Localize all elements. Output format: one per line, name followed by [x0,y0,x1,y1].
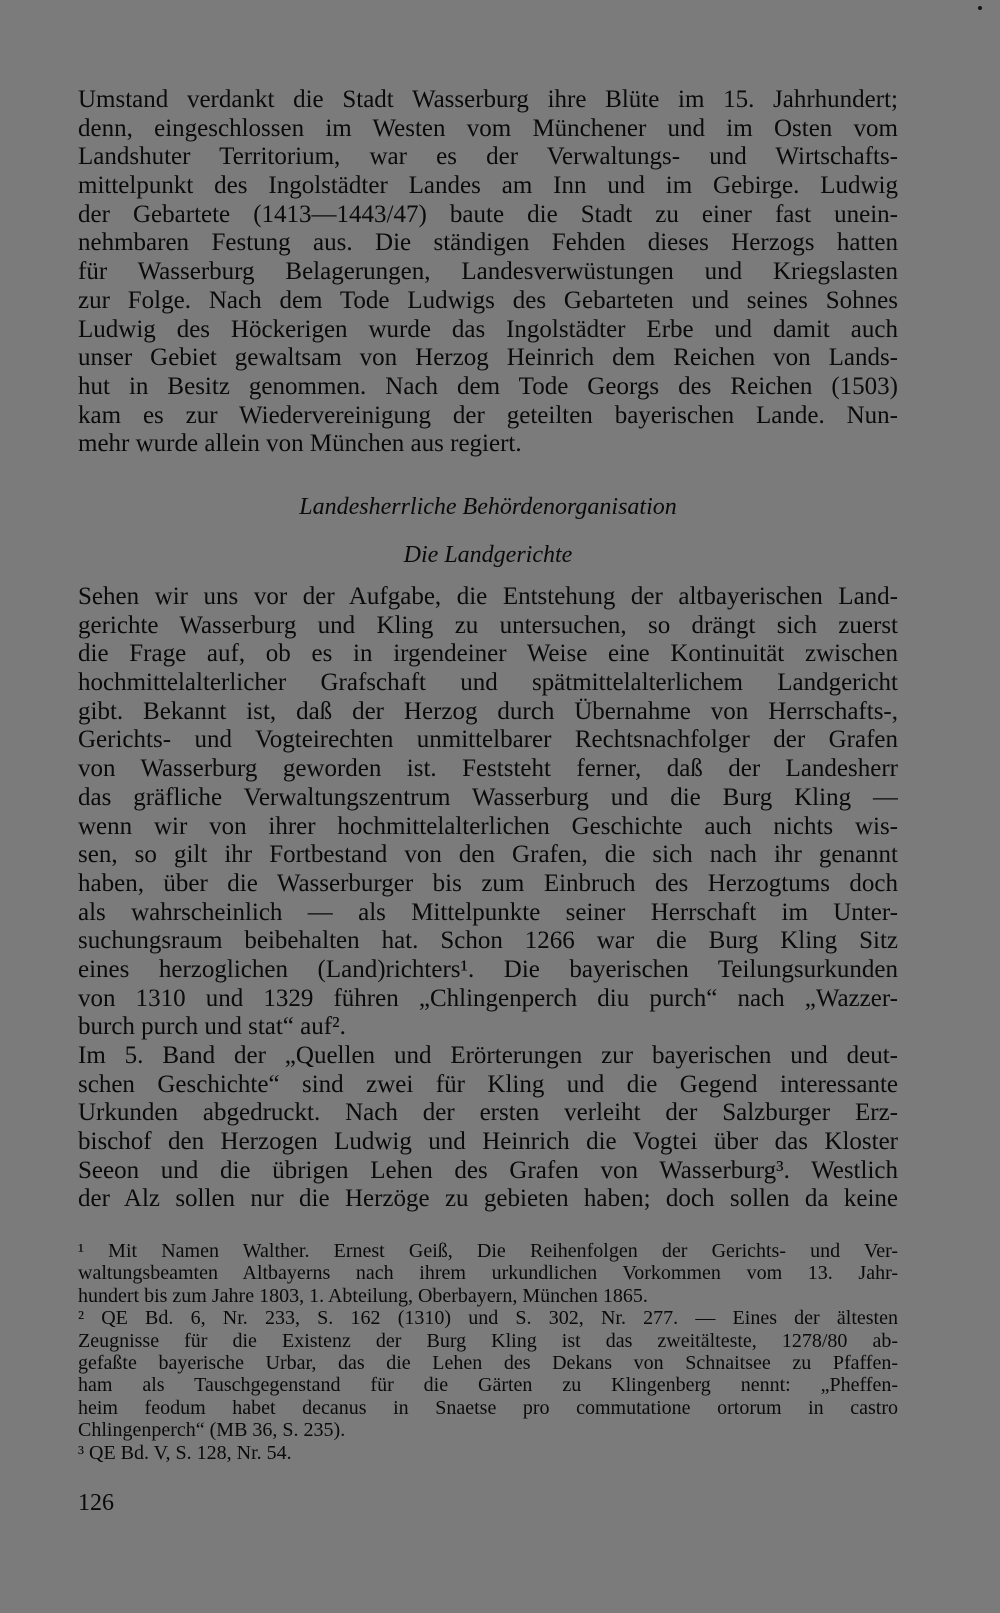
page-number: 126 [78,1490,114,1516]
footnote-line: hundert bis zum Jahre 1803, 1. Abteilung, Oberbayern, München 1865. [78,1284,648,1307]
footnote-line: ³ QE Bd. V, S. 128, Nr. 54. [78,1441,292,1464]
text-line: Landshuter Territorium, war es der Verwaltungs- und Wirtschafts- [78,143,898,171]
main-paragraph [78,583,898,1214]
text-line: die Frage auf, ob es in irgendeiner Weise eine Kontinuität zwischen [78,640,898,668]
footnote-line: heim feodum habet decanus in Snaetse pro commutatione ortorum in castro [78,1396,898,1419]
text-line: wenn wir von ihrer hochmittelalterlichen Geschichte auch nichts wis- [78,812,898,840]
text-line: zur Folge. Nach dem Tode Ludwigs des Gebarteten und seines Sohnes [78,286,898,314]
intro-paragraph [78,86,898,459]
subsection-heading: Die Landgerichte [403,542,573,568]
text-line: burch purch und stat“ auf². [78,1013,346,1041]
text-line: bischof den Herzogen Ludwig und Heinrich die Vogtei über das Kloster [78,1128,898,1156]
text-line: denn, eingeschlossen im Westen vom Münchener und im Osten vom [78,114,898,142]
text-line: mittelpunkt des Ingolstädter Landes am Inn und im Gebirge. Ludwig [78,172,898,200]
section-heading: Landesherrliche Behördenorganisation [299,494,677,520]
text-line: nehmbaren Festung aus. Die ständigen Fehden dieses Herzogs hatten [78,229,898,257]
text-line: suchungsraum beibehalten hat. Schon 1266 war die Burg Kling Sitz [78,927,898,955]
text-line: Urkunden abgedruckt. Nach der ersten verleiht der Salzburger Erz- [78,1099,898,1127]
scan-speck [978,6,982,10]
text-line: von 1310 und 1329 führen „Chlingenperch diu purch“ nach „Wazzer- [78,984,898,1012]
text-line: sen, so gilt ihr Fortbestand von den Grafen, die sich nach ihr genannt [78,841,898,869]
footnote-line: Chlingenperch“ (MB 36, S. 235). [78,1419,346,1442]
text-line: mehr wurde allein von München aus regiert. [78,430,522,458]
text-line: kam es zur Wiedervereinigung der geteilten bayerischen Lande. Nun- [78,401,898,429]
text-line: schen Geschichte“ sind zwei für Kling und die Gegend interessante [78,1070,898,1098]
text-line: unser Gebiet gewaltsam von Herzog Heinrich dem Reichen von Lands- [78,344,898,372]
footnote-line: ² QE Bd. 6, Nr. 233, S. 162 (1310) und S. 302, Nr. 277. — Eines der ältesten [78,1307,898,1330]
text-line: Gerichts- und Vogteirechten unmittelbarer Rechtsnachfolger der Grafen [78,726,898,754]
footnote-line: Zeugnisse für die Existenz der Burg Kling ist das zweitälteste, 1278/80 ab- [78,1329,898,1352]
text-line: Sehen wir uns vor der Aufgabe, die Entstehung der altbayerischen Land- [78,583,898,610]
text-line: gerichte Wasserburg und Kling zu untersuchen, so drängt sich zuerst [78,611,898,639]
text-line: gibt. Bekannt ist, daß der Herzog durch Übernahme von Herrschafts-, [78,697,898,725]
text-line: Seeon und die übrigen Lehen des Grafen von Wasserburg³. Westlich [78,1156,898,1184]
footnote-line: ham als Tauschgegenstand für die Gärten zu Klingenberg nennt: „Pheffen- [78,1374,898,1397]
footnote-line: waltungsbeamten Altbayerns nach ihrem urkundlichen Vorkommen vom 13. Jahr- [78,1262,898,1285]
text-line: der Gebartete (1413—1443/47) baute die Stadt zu einer fast unein- [78,200,898,228]
text-line: von Wasserburg geworden ist. Feststeht ferner, daß der Landesherr [78,755,898,783]
text-line: der Alz sollen nur die Herzöge zu gebieten haben; doch sollen da keine [78,1185,898,1213]
text-line: eines herzoglichen (Land)richters¹. Die bayerischen Teilungsurkunden [78,955,898,983]
text-line: Ludwig des Höckerigen wurde das Ingolstädter Erbe und damit auch [78,315,898,343]
text-line: das gräfliche Verwaltungszentrum Wasserburg und die Burg Kling — [78,783,898,811]
text-line: hochmittelalterlicher Grafschaft und spätmittelalterlichem Landgericht [78,669,898,697]
text-line: für Wasserburg Belagerungen, Landesverwüstungen und Kriegslasten [78,258,898,286]
text-line: Umstand verdankt die Stadt Wasserburg ihre Blüte im 15. Jahrhundert; [78,86,898,113]
text-line: haben, über die Wasserburger bis zum Einbruch des Herzogtums doch [78,869,898,897]
footnotes [78,1240,898,1464]
text-line: als wahrscheinlich — als Mittelpunkte seiner Herrschaft im Unter- [78,898,898,926]
footnote-line: gefaßte bayerische Urbar, das die Lehen des Dekans von Schnaitsee zu Pfaffen- [78,1351,898,1374]
text-line: hut in Besitz genommen. Nach dem Tode Georgs des Reichen (1503) [78,372,898,400]
footnote-line: ¹ Mit Namen Walther. Ernest Geiß, Die Reihenfolgen der Gerichts- und Ver- [78,1240,898,1262]
text-line: Im 5. Band der „Quellen und Erörterungen zur bayerischen und deut- [78,1042,898,1069]
